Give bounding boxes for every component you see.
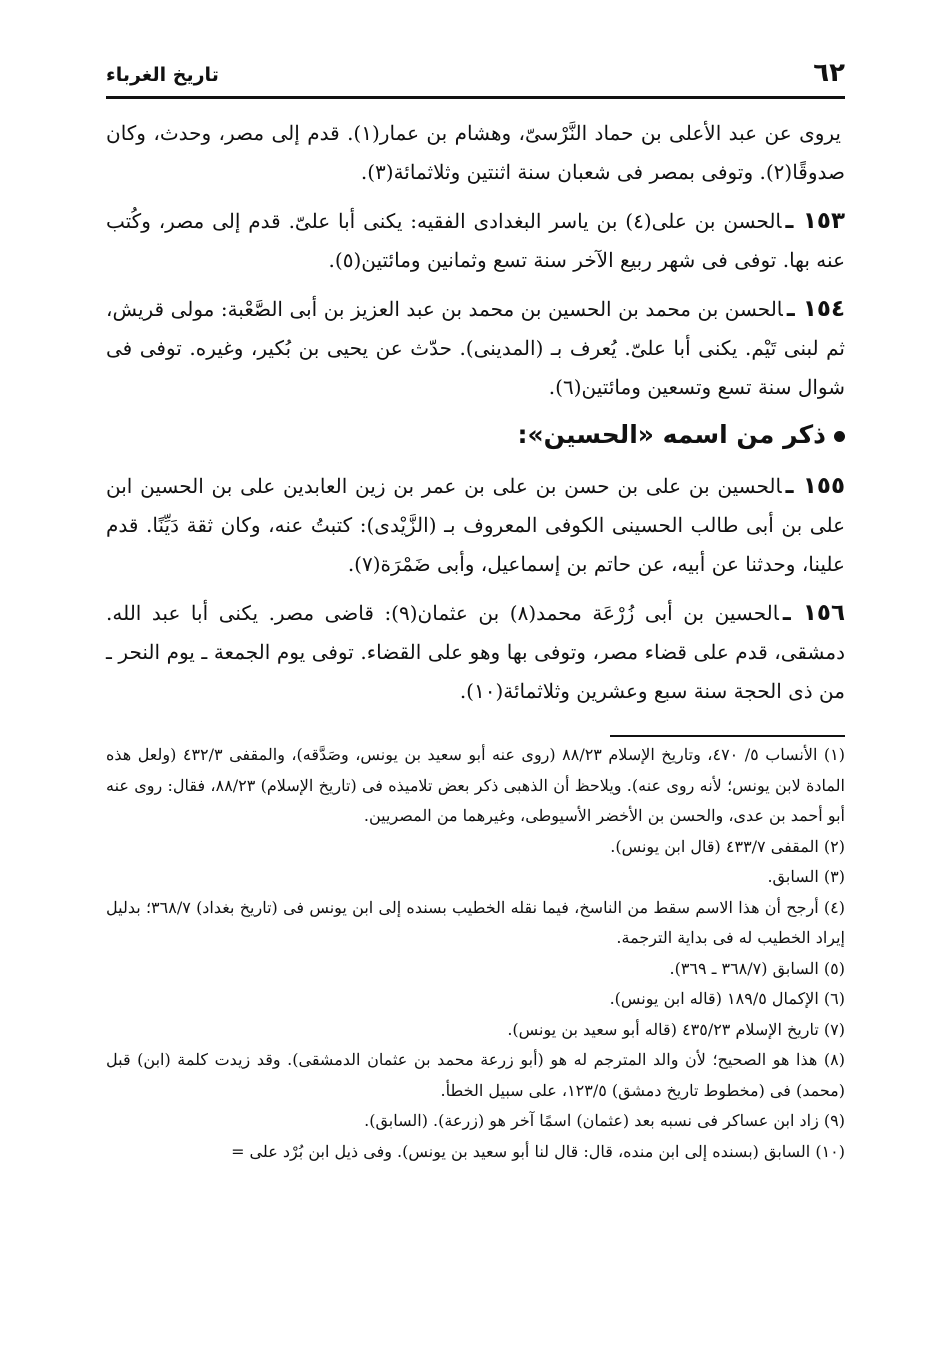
paragraph xyxy=(106,202,845,280)
paragraph-text: الحسين بن على بن حسن بن على بن عمر بن زين العابدين على بن الحسين ابن على بن أبى طالب الحسينى الكوفى المعروف بـ (الزَّيْدى): كتبتُ عنه، وكان ثقة دَيِّنًا. قدم علينا، وحدثنا عن أبيه، عن حاتم بن إسماعيل، وأبى ضَمْرَة(٧). xyxy=(106,474,846,576)
paragraph-text: الحسين بن أبى زُرْعَة محمد(٨) بن عثمان(٩): قاضى مصر. يكنى أبا عبد الله. دمشقى، قدم على قضاء مصر، وتوفى بها وهو على القضاء. توفى يوم الجمعة ـ يوم النحر ـ من ذى الحجة سنة سبع وعشرين وثلاثمائة(١٠). xyxy=(106,601,845,703)
bullet-icon xyxy=(834,431,845,442)
paragraph-text: الحسن بن على(٤) بن ياسر البغدادى الفقيه: يكنى أبا علىّ. قدم إلى مصر، وكُتب عنه بها. توفى فى شهر ربيع الآخر سنة تسع وثمانين ومائتين(٥). xyxy=(106,209,845,272)
footnote: (٣) السابق. xyxy=(767,867,845,886)
paragraph-text: يروى عن عبد الأعلى بن حماد النَّرْسىّ، وهشام بن عمار(١). قدم إلى مصر، وحدث، وكان صدوقًا(٢). وتوفى بمصر فى شعبان سنة اثنتين وثلاثمائة(٣). xyxy=(106,121,845,184)
page-header xyxy=(106,58,845,99)
footnote: (٤) أرجح أن هذا الاسم سقط من الناسخ، فيما نقله الخطيب بسنده إلى ابن يونس فى (تاريخ بغداد) ٣٦٨/٧؛ بدليل إيراد الخطيب له فى بداية الترجمة. xyxy=(106,897,846,947)
entry-number: ١٥٣ ـ xyxy=(785,208,846,234)
page-number: ٦٢ xyxy=(813,58,845,88)
paragraph-text: الحسن بن محمد بن الحسين بن محمد بن عبد العزيز بن أبى الصَّعْبة: مولى قريش، ثم لبنى تَيْم. يكنى أبا علىّ. يُعرف بـ (المدينى). حدّث عن يحيى بن بُكير، وغيره. توفى فى شوال سنة تسع وتسعين ومائتين(٦). xyxy=(106,297,845,399)
footnote-divider xyxy=(610,735,845,737)
paragraph xyxy=(106,114,845,192)
entry-number: ١٥٥ ـ xyxy=(785,473,845,499)
footnote: (١) الأنساب ٥/ ٤٧٠، وتاريخ الإسلام ٨٨/٢٣ (روى عنه أبو سعيد بن يونس، وصَدَّقه)، والمقفى ٤٣٢/٣ (ولعل هذه المادة لابن يونس؛ لأنه روى عنه). ويلاحظ أن الذهبى ذكر بعض تلاميذه فى (تاريخ الإسلام) ٨٨/٢٣، فقال: روى عنه أبو أحمد بن عدى، والحسن بن الأخضر الأسيوطى، وغيرهما من المصريين. xyxy=(106,745,846,825)
paragraph xyxy=(106,594,845,711)
section-heading xyxy=(106,417,845,453)
footnote: (١٠) السابق (بسنده إلى ابن منده، قال: قال لنا أبو سعيد بن يونس). وفى ذيل ابن بُرْد على = xyxy=(231,1141,845,1161)
section-heading-text: ذكر من اسمه «الحسين»: xyxy=(517,420,826,449)
footnotes xyxy=(106,740,845,1167)
paragraph xyxy=(106,467,845,584)
entry-number: ١٥٦ ـ xyxy=(782,600,846,626)
footnote: (٦) الإكمال ١٨٩/٥ (قاله ابن يونس). xyxy=(609,989,845,1008)
running-title: تاريخ الغرباء xyxy=(106,64,219,86)
footnote: (٥) السابق (٣٦٨/٧ ـ ٣٦٩). xyxy=(669,958,845,978)
footnote: (٧) تاريخ الإسلام ٤٣٥/٢٣ (قاله أبو سعيد بن يونس). xyxy=(507,1019,845,1039)
footnote: (٩) زاد ابن عساكر فى نسبه بعد (عثمان) اسمًا آخر هو (زرعة). (السابق). xyxy=(364,1111,845,1130)
footnote: (٢) المقفى ٤٣٣/٧ (قال ابن يونس). xyxy=(610,836,845,856)
main-text xyxy=(106,114,845,721)
paragraph xyxy=(106,290,845,407)
footnote: (٨) هذا هو الصحيح؛ لأن والد المترجم له هو (أبو زرعة محمد بن عثمان الدمشقى). وقد زيدت كلمة (ابن) قبل (محمد) فى (مخطوط تاريخ دمشق) ١٢٣/٥، على سبيل الخطأ. xyxy=(106,1050,845,1100)
entry-number: ١٥٤ ـ xyxy=(786,296,845,322)
